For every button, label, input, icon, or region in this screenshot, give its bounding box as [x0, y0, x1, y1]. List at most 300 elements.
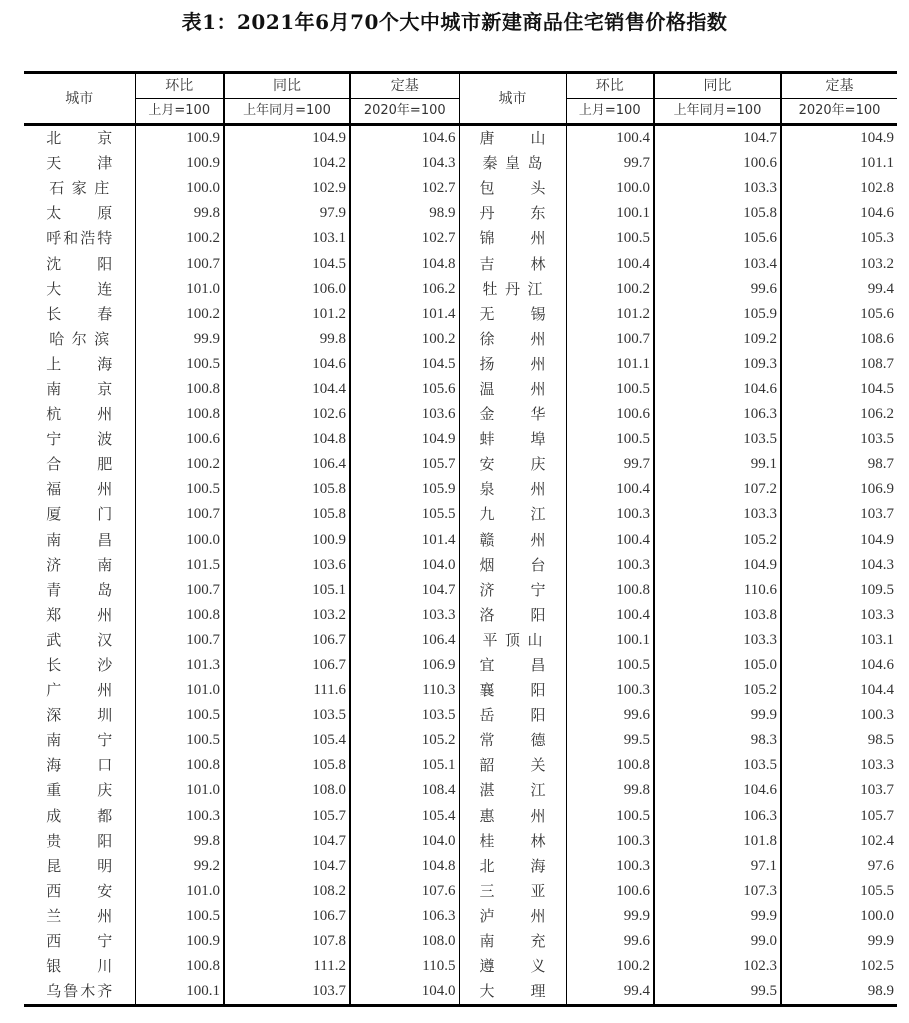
right-city-cell: [459, 628, 566, 653]
left-yoy-cell: 102.9: [224, 176, 350, 201]
left-city-cell: [24, 477, 135, 502]
city-name: 成都: [46, 806, 113, 825]
left-yoy-cell: 105.1: [224, 578, 350, 603]
right-city-cell: [459, 703, 566, 728]
city-name: 桂林: [479, 831, 546, 850]
left-mom-cell: 100.2: [135, 452, 224, 477]
right-mom-cell: 99.4: [566, 979, 654, 1006]
left-yoy-cell: 106.4: [224, 452, 350, 477]
right-mom-cell: 100.3: [566, 678, 654, 703]
left-base-cell: 103.5: [350, 703, 459, 728]
city-name: 九江: [479, 505, 546, 524]
right-base-cell: 104.3: [781, 553, 897, 578]
left-city-cell: [24, 753, 135, 778]
right-mom-cell: 100.6: [566, 402, 654, 427]
left-city-cell: [24, 954, 135, 979]
right-yoy-cell: 107.2: [654, 477, 781, 502]
city-name: 牡丹江: [482, 279, 543, 298]
table-row: [24, 151, 897, 176]
left-mom-cell: 100.8: [135, 402, 224, 427]
left-city-cell: [24, 277, 135, 302]
left-yoy-cell: 104.9: [224, 125, 350, 152]
right-base-cell: 100.3: [781, 703, 897, 728]
right-base-cell: 99.4: [781, 277, 897, 302]
left-city-cell: [24, 628, 135, 653]
table-title: 表1：2021年6月70个大中城市新建商品住宅销售价格指数: [181, 10, 728, 34]
left-yoy-cell: 104.2: [224, 151, 350, 176]
right-mom-cell: 100.1: [566, 201, 654, 226]
left-base-cell: 104.5: [350, 352, 459, 377]
right-mom-cell: 100.4: [566, 603, 654, 628]
right-mom-cell: 100.3: [566, 829, 654, 854]
left-city-cell: [24, 904, 135, 929]
right-base-cell: 98.7: [781, 452, 897, 477]
city-name: 赣州: [479, 530, 546, 549]
city-name: 杭州: [46, 405, 113, 424]
right-yoy-cell: 106.3: [654, 402, 781, 427]
table-row: [24, 678, 897, 703]
city-name: 太原: [46, 204, 113, 223]
right-mom-cell: 99.6: [566, 929, 654, 954]
right-mom-cell: 100.3: [566, 553, 654, 578]
table-row: [24, 452, 897, 477]
city-name: 上海: [46, 354, 113, 373]
left-yoy-cell: 104.7: [224, 854, 350, 879]
right-yoy-cell: 110.6: [654, 578, 781, 603]
left-city-cell: [24, 929, 135, 954]
right-yoy-cell: 97.1: [654, 854, 781, 879]
left-mom-cell: 100.5: [135, 904, 224, 929]
table-row: [24, 979, 897, 1006]
left-city-cell: [24, 804, 135, 829]
left-city-cell: [24, 302, 135, 327]
left-mom-cell: 100.2: [135, 226, 224, 251]
city-name: 长沙: [46, 656, 113, 675]
left-yoy-cell: 103.5: [224, 703, 350, 728]
left-city-cell: [24, 226, 135, 251]
left-base-cell: 103.6: [350, 402, 459, 427]
right-yoy-cell: 103.8: [654, 603, 781, 628]
left-yoy-cell: 103.1: [224, 226, 350, 251]
table-row: [24, 578, 897, 603]
right-mom-cell: 99.8: [566, 778, 654, 803]
left-mom-cell: 100.7: [135, 502, 224, 527]
left-yoy-cell: 97.9: [224, 201, 350, 226]
city-name: 惠州: [479, 806, 546, 825]
right-base-cell: 105.6: [781, 302, 897, 327]
table-row: [24, 829, 897, 854]
header-mom-left: 环比: [135, 73, 224, 99]
left-mom-cell: 100.6: [135, 427, 224, 452]
left-yoy-cell: 106.7: [224, 904, 350, 929]
right-base-cell: 103.5: [781, 427, 897, 452]
right-yoy-cell: 99.0: [654, 929, 781, 954]
table-row: [24, 854, 897, 879]
city-name: 泸州: [479, 906, 546, 925]
city-name: 合肥: [46, 455, 113, 474]
left-base-cell: 108.4: [350, 778, 459, 803]
right-mom-cell: 100.2: [566, 954, 654, 979]
right-yoy-cell: 104.6: [654, 377, 781, 402]
right-city-cell: [459, 954, 566, 979]
right-yoy-cell: 98.3: [654, 728, 781, 753]
table-row: [24, 778, 897, 803]
table-row: [24, 703, 897, 728]
left-mom-cell: 100.5: [135, 352, 224, 377]
city-name: 遵义: [479, 957, 546, 976]
right-base-cell: 104.5: [781, 377, 897, 402]
left-base-cell: 105.1: [350, 753, 459, 778]
left-city-cell: [24, 653, 135, 678]
right-city-cell: [459, 829, 566, 854]
left-base-cell: 104.6: [350, 125, 459, 152]
right-mom-cell: 101.2: [566, 302, 654, 327]
city-name: 厦门: [46, 505, 113, 524]
right-base-cell: 97.6: [781, 854, 897, 879]
left-yoy-cell: 104.4: [224, 377, 350, 402]
city-name: 宁波: [46, 430, 113, 449]
table-row: [24, 502, 897, 527]
right-city-cell: [459, 352, 566, 377]
left-mom-cell: 101.0: [135, 277, 224, 302]
right-city-cell: [459, 125, 566, 152]
city-name: 西安: [46, 881, 113, 900]
left-mom-cell: 100.0: [135, 176, 224, 201]
right-city-cell: [459, 979, 566, 1006]
right-base-cell: 101.1: [781, 151, 897, 176]
table-row: [24, 728, 897, 753]
left-base-cell: 108.0: [350, 929, 459, 954]
table-row: [24, 879, 897, 904]
right-mom-cell: 100.5: [566, 653, 654, 678]
right-mom-cell: 100.2: [566, 277, 654, 302]
left-yoy-cell: 105.7: [224, 804, 350, 829]
left-city-cell: [24, 778, 135, 803]
left-mom-cell: 99.2: [135, 854, 224, 879]
right-yoy-cell: 105.2: [654, 678, 781, 703]
left-mom-cell: 100.8: [135, 377, 224, 402]
city-name: 平顶山: [482, 630, 543, 649]
left-yoy-cell: 104.6: [224, 352, 350, 377]
city-name: 襄阳: [479, 681, 546, 700]
header-base-left: 定基: [350, 73, 459, 99]
left-base-cell: 101.4: [350, 528, 459, 553]
right-yoy-cell: 99.9: [654, 703, 781, 728]
right-mom-cell: 99.7: [566, 151, 654, 176]
left-mom-cell: 100.8: [135, 753, 224, 778]
right-mom-cell: 100.7: [566, 327, 654, 352]
left-city-cell: [24, 327, 135, 352]
right-yoy-cell: 103.5: [654, 753, 781, 778]
city-name: 泉州: [479, 480, 546, 499]
left-yoy-cell: 108.0: [224, 778, 350, 803]
table-body: [24, 125, 897, 1006]
left-city-cell: [24, 829, 135, 854]
header-yoy-unit-left: 上年同月=100: [224, 99, 350, 125]
table-row: [24, 377, 897, 402]
left-mom-cell: 99.8: [135, 829, 224, 854]
right-base-cell: 108.7: [781, 352, 897, 377]
city-name: 常德: [479, 731, 546, 750]
header-mom-right: 环比: [566, 73, 654, 99]
left-yoy-cell: 101.2: [224, 302, 350, 327]
right-city-cell: [459, 427, 566, 452]
table-row: [24, 477, 897, 502]
right-base-cell: 103.7: [781, 502, 897, 527]
right-city-cell: [459, 226, 566, 251]
left-mom-cell: 100.3: [135, 804, 224, 829]
left-base-cell: 104.8: [350, 251, 459, 276]
right-yoy-cell: 101.8: [654, 829, 781, 854]
header-city-left: 城市: [24, 73, 135, 125]
city-name: 秦皇岛: [482, 154, 543, 173]
left-yoy-cell: 108.2: [224, 879, 350, 904]
right-mom-cell: 99.5: [566, 728, 654, 753]
left-mom-cell: 99.9: [135, 327, 224, 352]
right-city-cell: [459, 553, 566, 578]
right-yoy-cell: 102.3: [654, 954, 781, 979]
header-city-right: 城市: [459, 73, 566, 125]
right-yoy-cell: 105.8: [654, 201, 781, 226]
left-base-cell: 100.2: [350, 327, 459, 352]
right-yoy-cell: 103.5: [654, 427, 781, 452]
left-base-cell: 105.5: [350, 502, 459, 527]
table-row: [24, 753, 897, 778]
table-row: [24, 954, 897, 979]
right-yoy-cell: 103.3: [654, 628, 781, 653]
left-city-cell: [24, 979, 135, 1006]
city-name: 昆明: [46, 856, 113, 875]
right-mom-cell: 101.1: [566, 352, 654, 377]
right-base-cell: 103.3: [781, 753, 897, 778]
city-name: 郑州: [46, 605, 113, 624]
city-name: 蚌埠: [479, 430, 546, 449]
right-city-cell: [459, 452, 566, 477]
left-city-cell: [24, 427, 135, 452]
table-row: [24, 277, 897, 302]
header-yoy-unit-right: 上年同月=100: [654, 99, 781, 125]
right-yoy-cell: 105.9: [654, 302, 781, 327]
city-name: 石家庄: [49, 179, 110, 198]
left-yoy-cell: 111.2: [224, 954, 350, 979]
header-row-1: [24, 73, 897, 99]
right-base-cell: 103.7: [781, 778, 897, 803]
right-yoy-cell: 109.2: [654, 327, 781, 352]
city-name: 包头: [479, 179, 546, 198]
table-row: [24, 402, 897, 427]
right-base-cell: 99.9: [781, 929, 897, 954]
right-base-cell: 103.2: [781, 251, 897, 276]
table-row: [24, 628, 897, 653]
city-name: 哈尔滨: [49, 329, 110, 348]
left-yoy-cell: 99.8: [224, 327, 350, 352]
city-name: 三亚: [479, 881, 546, 900]
left-yoy-cell: 107.8: [224, 929, 350, 954]
right-base-cell: 109.5: [781, 578, 897, 603]
right-base-cell: 104.6: [781, 201, 897, 226]
left-yoy-cell: 105.8: [224, 502, 350, 527]
right-mom-cell: 100.1: [566, 628, 654, 653]
right-yoy-cell: 106.3: [654, 804, 781, 829]
right-mom-cell: 100.3: [566, 854, 654, 879]
left-mom-cell: 100.9: [135, 929, 224, 954]
right-city-cell: [459, 327, 566, 352]
left-city-cell: [24, 553, 135, 578]
right-city-cell: [459, 377, 566, 402]
right-yoy-cell: 99.1: [654, 452, 781, 477]
left-yoy-cell: 103.2: [224, 603, 350, 628]
right-city-cell: [459, 929, 566, 954]
left-yoy-cell: 105.4: [224, 728, 350, 753]
city-name: 唐山: [479, 129, 546, 148]
city-name: 湛江: [479, 781, 546, 800]
header-base-right: 定基: [781, 73, 897, 99]
right-mom-cell: 99.7: [566, 452, 654, 477]
left-base-cell: 105.7: [350, 452, 459, 477]
right-yoy-cell: 107.3: [654, 879, 781, 904]
right-city-cell: [459, 528, 566, 553]
left-mom-cell: 100.0: [135, 528, 224, 553]
left-mom-cell: 100.7: [135, 578, 224, 603]
right-base-cell: 106.2: [781, 402, 897, 427]
table-row: [24, 528, 897, 553]
right-city-cell: [459, 778, 566, 803]
left-city-cell: [24, 402, 135, 427]
left-base-cell: 103.3: [350, 603, 459, 628]
right-city-cell: [459, 804, 566, 829]
right-city-cell: [459, 728, 566, 753]
left-mom-cell: 100.9: [135, 125, 224, 152]
left-yoy-cell: 106.0: [224, 277, 350, 302]
city-name: 济宁: [479, 580, 546, 599]
right-city-cell: [459, 854, 566, 879]
city-name: 温州: [479, 379, 546, 398]
right-base-cell: 100.0: [781, 904, 897, 929]
city-name: 大连: [46, 279, 113, 298]
table-row: [24, 352, 897, 377]
left-base-cell: 106.3: [350, 904, 459, 929]
city-name: 南充: [479, 932, 546, 951]
left-mom-cell: 100.5: [135, 477, 224, 502]
right-mom-cell: 100.5: [566, 804, 654, 829]
right-mom-cell: 99.6: [566, 703, 654, 728]
right-yoy-cell: 99.5: [654, 979, 781, 1006]
right-yoy-cell: 104.6: [654, 778, 781, 803]
city-name: 锦州: [479, 229, 546, 248]
city-name: 韶关: [479, 756, 546, 775]
right-yoy-cell: 99.6: [654, 277, 781, 302]
right-yoy-cell: 103.3: [654, 502, 781, 527]
left-yoy-cell: 102.6: [224, 402, 350, 427]
right-base-cell: 102.5: [781, 954, 897, 979]
right-base-cell: 105.3: [781, 226, 897, 251]
left-base-cell: 107.6: [350, 879, 459, 904]
right-yoy-cell: 105.0: [654, 653, 781, 678]
right-yoy-cell: 105.6: [654, 226, 781, 251]
left-yoy-cell: 105.8: [224, 753, 350, 778]
city-name: 南宁: [46, 731, 113, 750]
left-mom-cell: 101.3: [135, 653, 224, 678]
right-base-cell: 108.6: [781, 327, 897, 352]
left-city-cell: [24, 678, 135, 703]
left-base-cell: 104.7: [350, 578, 459, 603]
right-mom-cell: 100.5: [566, 427, 654, 452]
left-city-cell: [24, 377, 135, 402]
right-base-cell: 104.9: [781, 125, 897, 152]
left-city-cell: [24, 151, 135, 176]
city-name: 武汉: [46, 630, 113, 649]
city-name: 天津: [46, 154, 113, 173]
city-name: 重庆: [46, 781, 113, 800]
table-row: [24, 553, 897, 578]
city-name: 青岛: [46, 580, 113, 599]
right-yoy-cell: 105.2: [654, 528, 781, 553]
city-name: 大理: [479, 982, 546, 1001]
right-base-cell: 102.8: [781, 176, 897, 201]
left-yoy-cell: 103.7: [224, 979, 350, 1006]
left-city-cell: [24, 854, 135, 879]
right-mom-cell: 100.8: [566, 753, 654, 778]
table-row: [24, 427, 897, 452]
right-city-cell: [459, 502, 566, 527]
left-base-cell: 104.3: [350, 151, 459, 176]
right-yoy-cell: 99.9: [654, 904, 781, 929]
left-yoy-cell: 104.8: [224, 427, 350, 452]
right-city-cell: [459, 578, 566, 603]
right-mom-cell: 100.5: [566, 377, 654, 402]
left-mom-cell: 100.1: [135, 979, 224, 1006]
table-row: [24, 176, 897, 201]
city-name: 金华: [479, 405, 546, 424]
right-city-cell: [459, 477, 566, 502]
left-mom-cell: 101.5: [135, 553, 224, 578]
city-name: 南京: [46, 379, 113, 398]
table-row: [24, 201, 897, 226]
right-yoy-cell: 103.3: [654, 176, 781, 201]
city-name: 贵阳: [46, 831, 113, 850]
right-yoy-cell: 104.9: [654, 553, 781, 578]
right-mom-cell: 100.4: [566, 125, 654, 152]
table-row: [24, 804, 897, 829]
city-name: 兰州: [46, 906, 113, 925]
left-base-cell: 98.9: [350, 201, 459, 226]
left-yoy-cell: 111.6: [224, 678, 350, 703]
left-mom-cell: 100.8: [135, 603, 224, 628]
left-mom-cell: 100.8: [135, 954, 224, 979]
left-base-cell: 110.5: [350, 954, 459, 979]
left-city-cell: [24, 251, 135, 276]
right-city-cell: [459, 277, 566, 302]
right-base-cell: 103.1: [781, 628, 897, 653]
left-yoy-cell: 103.6: [224, 553, 350, 578]
right-mom-cell: 100.8: [566, 578, 654, 603]
left-base-cell: 110.3: [350, 678, 459, 703]
left-base-cell: 105.9: [350, 477, 459, 502]
table-row: [24, 251, 897, 276]
right-city-cell: [459, 176, 566, 201]
city-name: 北海: [479, 856, 546, 875]
left-base-cell: 102.7: [350, 226, 459, 251]
city-name: 岳阳: [479, 706, 546, 725]
left-mom-cell: 100.9: [135, 151, 224, 176]
left-base-cell: 102.7: [350, 176, 459, 201]
left-city-cell: [24, 502, 135, 527]
table-row: [24, 226, 897, 251]
city-name: 无锡: [479, 304, 546, 323]
table-row: [24, 929, 897, 954]
left-mom-cell: 101.0: [135, 879, 224, 904]
right-city-cell: [459, 201, 566, 226]
